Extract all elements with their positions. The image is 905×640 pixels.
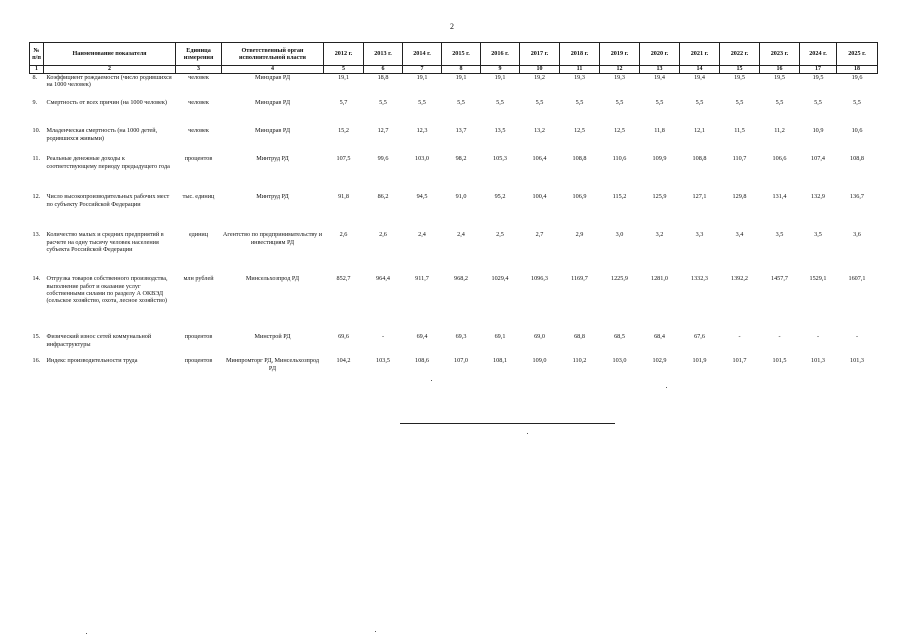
year-value: 1029,4	[491, 275, 509, 283]
header-year: 2017 г.	[520, 43, 560, 66]
scan-speck	[431, 380, 432, 381]
header-year: 2022 г.	[720, 43, 760, 66]
year-value: 91,8	[338, 193, 349, 201]
year-value: 108,8	[850, 155, 864, 163]
year-value: 5,5	[615, 99, 624, 107]
year-value: 5,5	[379, 99, 387, 107]
year-value: 1457,7	[770, 275, 788, 283]
year-value: 2,4	[457, 231, 465, 239]
year-value: 13,2	[534, 127, 545, 135]
year-value: 131,4	[772, 193, 787, 201]
year-value: 5,5	[575, 99, 584, 107]
column-number: 1	[30, 66, 44, 74]
unit-of-measure: млн рублей	[183, 275, 214, 283]
scan-speck	[666, 387, 667, 388]
year-value: 3,0	[615, 231, 624, 239]
indicator-name: Физический износ сетей коммунальной инфраструктуры	[46, 333, 152, 348]
indicator-name: Индекс производительности труда	[46, 357, 138, 365]
header-year: 2021 г.	[680, 43, 720, 66]
column-number: 17	[800, 66, 837, 74]
year-value: 107,0	[454, 357, 468, 365]
year-value: 12,3	[416, 127, 428, 135]
header-org: Ответственный орган исполнительной власти	[222, 43, 324, 66]
year-value: -	[816, 333, 820, 341]
table-row	[30, 99, 878, 127]
year-value: 19,5	[734, 73, 745, 81]
column-number: 14	[680, 66, 720, 74]
header-row	[30, 43, 878, 66]
table-row	[30, 73, 878, 99]
header-year: 2016 г.	[481, 43, 520, 66]
year-value: 98,2	[455, 155, 467, 163]
year-value: 10,9	[812, 127, 824, 135]
year-value: 5,5	[535, 99, 544, 107]
year-value: 110,7	[732, 155, 747, 163]
year-value: 106,9	[572, 193, 587, 201]
year-value: 127,1	[692, 193, 707, 201]
column-number: 18	[837, 66, 878, 74]
year-value: 5,5	[814, 99, 822, 107]
table-row	[30, 155, 878, 193]
indicators-table	[29, 42, 878, 387]
year-value: 5,5	[735, 99, 744, 107]
table-row	[30, 231, 878, 275]
indicator-name: Количество малых и средних предприятий в расчете на одну тысячу человек населения субъекта Российской Федерации	[46, 231, 164, 253]
scan-speck	[86, 633, 87, 634]
responsible-body: Минздрав РД	[254, 127, 291, 135]
year-value: 19,3	[614, 73, 625, 81]
year-value: 95,2	[494, 193, 506, 201]
year-value: 109,9	[652, 155, 667, 163]
year-value: -	[738, 333, 741, 341]
year-value: 11,8	[654, 127, 665, 135]
responsible-body: Минпромторг РД, Минсельхозпрод РД	[225, 357, 320, 372]
header-year: 2019 г.	[600, 43, 640, 66]
year-value: 5,5	[853, 99, 861, 107]
indicator-name: Отгрузка товаров собственного производства, выполнение работ и оказание услуг собственными силами по разделу А ОКВЭД (сельское хозяйство, охота, лесное хозяйство)	[46, 275, 168, 304]
header-year: 2018 г.	[560, 43, 600, 66]
year-value: 68,4	[654, 333, 665, 341]
column-number: 9	[481, 66, 520, 74]
row-number: 11.	[32, 155, 41, 163]
year-value: 69,3	[455, 333, 467, 341]
year-value: 3,5	[775, 231, 784, 239]
header-year: 2024 г.	[800, 43, 837, 66]
column-number: 16	[760, 66, 800, 74]
year-value: 3,5	[814, 231, 822, 239]
year-value: 1225,9	[610, 275, 628, 283]
year-value: 103,0	[612, 357, 627, 365]
year-value: 5,5	[655, 99, 664, 107]
year-value: 3,2	[655, 231, 664, 239]
column-number: 6	[364, 66, 403, 74]
responsible-body: Минздрав РД	[254, 73, 291, 81]
column-number: 3	[176, 66, 222, 74]
table-body	[30, 73, 878, 387]
table-row	[30, 275, 878, 333]
table-row	[30, 193, 878, 231]
header-year: 2025 г.	[837, 43, 878, 66]
year-value: 102,9	[652, 357, 667, 365]
year-value: 19,1	[416, 73, 428, 81]
page-number: 2	[450, 22, 454, 31]
year-value: 19,1	[494, 73, 506, 81]
year-value: 12,1	[694, 127, 705, 135]
end-divider-line	[400, 423, 615, 424]
year-value: 19,4	[694, 73, 705, 81]
column-number: 4	[222, 66, 324, 74]
year-value: 1332,3	[690, 275, 708, 283]
year-value: 2,7	[535, 231, 544, 239]
year-value: 1169,7	[571, 275, 588, 283]
year-value: 110,2	[572, 357, 587, 365]
year-value: 109,0	[532, 357, 547, 365]
year-value: 5,5	[775, 99, 784, 107]
responsible-body: Минтруд РД	[256, 193, 289, 201]
year-value: 2,9	[575, 231, 584, 239]
column-number-row	[30, 66, 878, 74]
column-number: 12	[600, 66, 640, 74]
row-number: 8.	[32, 73, 38, 81]
column-number: 5	[324, 66, 364, 74]
year-value: 19,1	[455, 73, 467, 81]
year-value: 108,1	[493, 357, 507, 365]
header-name: Наименование показателя	[44, 43, 176, 66]
column-number: 11	[560, 66, 600, 74]
year-value: 3,6	[853, 231, 861, 239]
year-value: 19,4	[654, 73, 665, 81]
year-value: 94,5	[416, 193, 428, 201]
header-year: 2014 г.	[403, 43, 442, 66]
year-value: 3,4	[735, 231, 744, 239]
row-number: 10.	[32, 127, 41, 135]
column-number: 7	[403, 66, 442, 74]
unit-of-measure: человек	[188, 127, 209, 135]
table-row	[30, 127, 878, 155]
column-number: 2	[44, 66, 176, 74]
responsible-body: Агентство по предпринимательству и инвестициям РД	[222, 231, 323, 246]
year-value: 18,8	[377, 73, 389, 81]
year-value: 911,7	[415, 275, 429, 283]
year-value: 68,8	[574, 333, 585, 341]
year-value: 67,6	[694, 333, 705, 341]
year-value: 106,4	[532, 155, 547, 163]
unit-of-measure: процентов	[184, 155, 213, 163]
column-number: 10	[520, 66, 560, 74]
header-year: 2015 г.	[442, 43, 481, 66]
header-year: 2023 г.	[760, 43, 800, 66]
year-value: 19,2	[534, 73, 545, 81]
header-year: 2020 г.	[640, 43, 680, 66]
scan-speck	[375, 631, 376, 632]
year-value: 13,7	[455, 127, 467, 135]
year-value: 104,2	[336, 357, 351, 365]
year-value: 108,8	[572, 155, 587, 163]
year-value: 101,9	[692, 357, 707, 365]
year-value: 103,0	[415, 155, 429, 163]
responsible-body: Минсельхозпрод РД	[245, 275, 300, 283]
year-value: 69,1	[494, 333, 506, 341]
year-value: 964,4	[376, 275, 390, 283]
year-value: -	[855, 333, 859, 341]
year-value: 107,4	[811, 155, 825, 163]
year-value: 101,5	[772, 357, 787, 365]
year-value: 19,3	[574, 73, 585, 81]
year-value: 69,6	[338, 333, 349, 341]
column-number: 8	[442, 66, 481, 74]
year-value: 105,3	[493, 155, 507, 163]
year-value: 108,8	[692, 155, 707, 163]
year-value: 103,5	[376, 357, 390, 365]
year-value: 68,5	[614, 333, 625, 341]
year-value: 100,4	[532, 193, 547, 201]
row-number: 14.	[32, 275, 41, 283]
year-value: 106,6	[772, 155, 787, 163]
table-row	[30, 333, 878, 357]
unit-of-measure: единиц	[188, 231, 209, 239]
header-no: № п/п	[30, 43, 44, 66]
year-value: 101,3	[811, 357, 825, 365]
year-value: 12,5	[574, 127, 585, 135]
indicator-name: Смертность от всех причин (на 1000 человек)	[46, 99, 167, 107]
year-value: 1096,3	[530, 275, 548, 283]
year-value: 110,6	[612, 155, 627, 163]
year-value: 2,6	[379, 231, 387, 239]
unit-of-measure: человек	[188, 73, 209, 81]
scan-speck	[527, 433, 528, 434]
year-value: 5,5	[457, 99, 465, 107]
year-value: 12,5	[614, 127, 625, 135]
header-unit: Единица измерения	[176, 43, 222, 66]
year-value: 69,4	[416, 333, 428, 341]
year-value: 5,5	[695, 99, 704, 107]
year-value: 11,5	[734, 127, 745, 135]
year-value: 12,7	[377, 127, 389, 135]
row-number: 16.	[32, 357, 41, 365]
row-number: 13.	[32, 231, 41, 239]
year-value: 10,6	[851, 127, 863, 135]
year-value: 19,5	[774, 73, 785, 81]
year-value: 101,7	[732, 357, 747, 365]
unit-of-measure: человек	[188, 99, 209, 107]
table-row	[30, 357, 878, 387]
year-value: 115,2	[612, 193, 627, 201]
year-value: 1529,1	[809, 275, 827, 283]
year-value: 125,9	[652, 193, 667, 201]
year-value: 19,6	[851, 73, 863, 81]
header-year: 2012 г.	[324, 43, 364, 66]
unit-of-measure: процентов	[184, 333, 213, 341]
year-value: 108,6	[415, 357, 429, 365]
year-value: 852,7	[336, 275, 351, 283]
year-value: 5,5	[496, 99, 504, 107]
year-value: 19,5	[812, 73, 824, 81]
year-value: 1607,1	[848, 275, 866, 283]
year-value: 99,6	[377, 155, 389, 163]
year-value: -	[381, 333, 385, 341]
year-value: 5,5	[418, 99, 426, 107]
responsible-body: Минздрав РД	[254, 99, 291, 107]
row-number: 15.	[32, 333, 41, 341]
year-value: 1392,2	[730, 275, 748, 283]
row-number: 9.	[32, 99, 38, 107]
year-value: 101,3	[850, 357, 864, 365]
responsible-body: Минтруд РД	[256, 155, 289, 163]
year-value: 129,8	[732, 193, 747, 201]
year-value: 2,4	[418, 231, 426, 239]
column-number: 15	[720, 66, 760, 74]
unit-of-measure: тыс. единиц	[182, 193, 215, 201]
year-value: 132,9	[811, 193, 825, 201]
row-number: 12.	[32, 193, 41, 201]
responsible-body: Минстрой РД	[254, 333, 291, 341]
year-value: 15,2	[338, 127, 349, 135]
year-value: 86,2	[377, 193, 389, 201]
year-value: -	[778, 333, 781, 341]
year-value: 107,5	[336, 155, 351, 163]
year-value: 968,2	[454, 275, 468, 283]
indicators-table-container	[29, 42, 877, 387]
column-number: 13	[640, 66, 680, 74]
year-value: 5,7	[339, 99, 348, 107]
year-value: 2,5	[496, 231, 504, 239]
indicator-name: Младенческая смертность (на 1000 детей, родившихся живыми)	[46, 127, 158, 142]
year-value: 11,2	[774, 127, 785, 135]
unit-of-measure: процентов	[184, 357, 213, 365]
indicator-name: Коэффициент рождаемости (число родившихся на 1000 человек)	[46, 73, 172, 89]
year-value: 1281,0	[650, 275, 668, 283]
indicator-name: Реальные денежные доходы к соответствующему периоду предыдущего года	[46, 155, 170, 170]
year-value: 13,5	[494, 127, 506, 135]
year-value: 69,0	[534, 333, 545, 341]
year-value: 136,7	[850, 193, 864, 201]
year-value: 3,3	[695, 231, 704, 239]
year-value: 2,6	[339, 231, 348, 239]
year-value: 19,1	[338, 73, 349, 81]
year-value: 91,0	[455, 193, 467, 201]
header-year: 2013 г.	[364, 43, 403, 66]
indicator-name: Число высокопроизводительных рабочих мест по субъекту Российской Федерации	[46, 193, 170, 208]
